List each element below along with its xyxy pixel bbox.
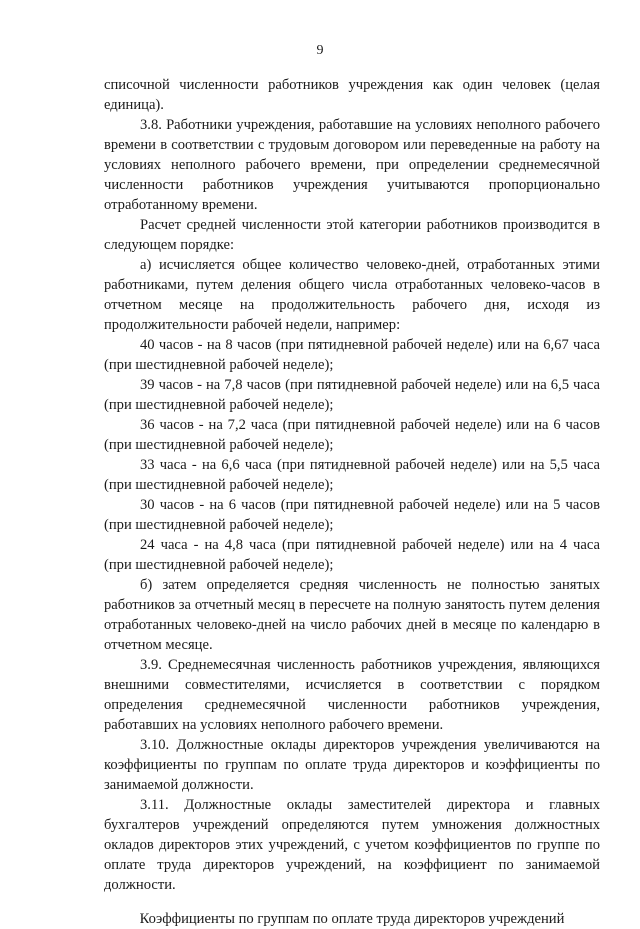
paragraph-example-39h: 39 часов - на 7,8 часов (при пятидневной рабочей неделе) или на 6,5 часа (при шестидневной рабочей неделе); xyxy=(104,377,600,413)
section-heading: Коэффициенты по группам по оплате труда директоров учреждений xyxy=(139,911,565,927)
paragraph-item-a: а) исчисляется общее количество человеко-дней, отработанных этими работниками, путем деления общего числа отработанных человеко-часов в отчетном месяце на продолжительность рабочего дня, исходя из продолжительности рабочей недели, например: xyxy=(104,257,600,333)
paragraph-3-11: 3.11. Должностные оклады заместителей директора и главных бухгалтеров учреждений определяются путем умножения должностных окладов директоров этих учреждений, с учетом коэффициентов по группе по оплате труда директоров учреждений, на коэффициент по занимаемой должности. xyxy=(104,797,600,893)
paragraph-continuation: списочной численности работников учреждения как один человек (целая единица). xyxy=(104,77,600,113)
paragraph-item-b: б) затем определяется средняя численность не полностью занятых работников за отчетный месяц в пересчете на полную занятость путем деления отработанных человеко-дней на число рабочих дней в месяце по календарю в отчетном месяце. xyxy=(104,577,600,653)
paragraph-calculation-intro: Расчет средней численности этой категории работников производится в следующем порядке: xyxy=(104,217,600,253)
paragraph-3-8: 3.8. Работники учреждения, работавшие на условиях неполного рабочего времени в соответствии с трудовым договором или переведенные на работу на условиях неполного рабочего времени, при определении среднемесячной численности работников учреждения учитываются пропорционально отработанному времени. xyxy=(104,117,600,213)
paragraph-example-30h: 30 часов - на 6 часов (при пятидневной рабочей неделе) или на 5 часов (при шестидневной рабочей неделе); xyxy=(104,497,600,533)
paragraph-3-9: 3.9. Среднемесячная численность работников учреждения, являющихся внешними совместителями, исчисляется в соответствии с порядком определения среднемесячной численности работников учреждения, работавших на условиях неполного рабочего времени. xyxy=(104,657,600,733)
paragraph-3-10: 3.10. Должностные оклады директоров учреждения увеличиваются на коэффициенты по группам по оплате труда директоров и коэффициенты по занимаемой должности. xyxy=(104,737,600,793)
document-body xyxy=(104,75,600,929)
paragraph-example-33h: 33 часа - на 6,6 часа (при пятидневной рабочей неделе) или на 5,5 часа (при шестидневной рабочей неделе); xyxy=(104,457,600,493)
paragraph-example-40h: 40 часов - на 8 часов (при пятидневной рабочей неделе) или на 6,67 часа (при шестидневной рабочей неделе); xyxy=(104,337,600,373)
page-number: 9 xyxy=(316,43,324,58)
paragraph-example-36h: 36 часов - на 7,2 часа (при пятидневной рабочей неделе) или на 6 часов (при шестидневной рабочей неделе); xyxy=(104,417,600,453)
section-gap xyxy=(104,895,600,909)
paragraph-example-24h: 24 часа - на 4,8 часа (при пятидневной рабочей неделе) или на 4 часа (при шестидневной рабочей неделе); xyxy=(104,537,600,573)
